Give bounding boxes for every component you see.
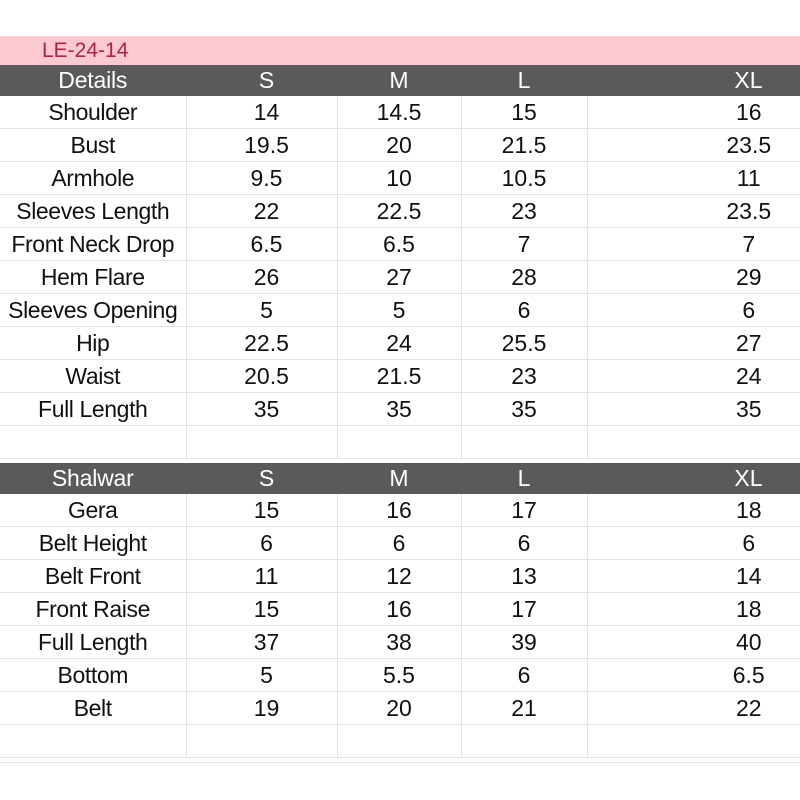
measurement-label: Belt	[0, 692, 186, 725]
table-row	[0, 162, 800, 195]
measurement-label: Sleeves Opening	[0, 294, 186, 327]
measurement-value: 19	[186, 692, 337, 725]
measurement-value: 21	[461, 692, 587, 725]
shalwar-header-size: L	[461, 463, 587, 494]
measurement-value: 22	[587, 692, 800, 725]
measurement-value: 20	[337, 692, 461, 725]
measurement-label: Hem Flare	[0, 261, 186, 294]
measurement-value: 6	[587, 527, 800, 560]
measurement-value: 9.5	[186, 162, 337, 195]
measurement-label: Gera	[0, 494, 186, 527]
measurement-value: 17	[461, 593, 587, 626]
measurement-value: 5	[337, 294, 461, 327]
table-row	[0, 393, 800, 426]
measurement-label: Hip	[0, 327, 186, 360]
table-row	[0, 261, 800, 294]
measurement-value: 15	[461, 96, 587, 129]
table-row	[0, 294, 800, 327]
measurement-value: 35	[461, 393, 587, 426]
measurement-label: Full Length	[0, 626, 186, 659]
details-header-label: Details	[0, 65, 186, 96]
measurement-value: 25.5	[461, 327, 587, 360]
measurement-value: 6	[461, 659, 587, 692]
details-header-size: L	[461, 65, 587, 96]
empty-cell	[186, 426, 337, 459]
measurement-label: Armhole	[0, 162, 186, 195]
measurement-value: 10.5	[461, 162, 587, 195]
measurement-value: 37	[186, 626, 337, 659]
measurement-value: 24	[337, 327, 461, 360]
measurement-value: 7	[461, 228, 587, 261]
measurement-value: 5	[186, 294, 337, 327]
blank-row	[0, 725, 800, 758]
measurement-value: 12	[337, 560, 461, 593]
measurement-value: 10	[337, 162, 461, 195]
measurement-label: Shoulder	[0, 96, 186, 129]
measurement-label: Front Neck Drop	[0, 228, 186, 261]
measurement-label: Front Raise	[0, 593, 186, 626]
table-row	[0, 494, 800, 527]
table-row	[0, 692, 800, 725]
measurement-value: 14	[186, 96, 337, 129]
measurement-value: 38	[337, 626, 461, 659]
shalwar-size-table	[0, 463, 800, 758]
measurement-label: Sleeves Length	[0, 195, 186, 228]
empty-cell	[461, 426, 587, 459]
empty-cell	[186, 725, 337, 758]
measurement-value: 19.5	[186, 129, 337, 162]
measurement-value: 6.5	[587, 659, 800, 692]
empty-cell	[587, 725, 800, 758]
measurement-value: 35	[337, 393, 461, 426]
measurement-value: 7	[587, 228, 800, 261]
measurement-value: 18	[587, 593, 800, 626]
measurement-label: Bottom	[0, 659, 186, 692]
measurement-value: 6.5	[186, 228, 337, 261]
measurement-value: 21.5	[461, 129, 587, 162]
measurement-value: 6	[461, 527, 587, 560]
measurement-value: 23	[461, 195, 587, 228]
measurement-value: 20.5	[186, 360, 337, 393]
measurement-value: 22	[186, 195, 337, 228]
table-row	[0, 527, 800, 560]
product-code-bar	[0, 36, 800, 65]
measurement-label: Belt Height	[0, 527, 186, 560]
measurement-value: 6	[337, 527, 461, 560]
empty-cell	[461, 725, 587, 758]
blank-row	[0, 426, 800, 459]
details-header-size: XL	[587, 65, 800, 96]
measurement-value: 16	[587, 96, 800, 129]
measurement-label: Belt Front	[0, 560, 186, 593]
table-row	[0, 593, 800, 626]
table-row	[0, 195, 800, 228]
measurement-value: 35	[186, 393, 337, 426]
table-row	[0, 560, 800, 593]
measurement-label: Bust	[0, 129, 186, 162]
table-row	[0, 360, 800, 393]
measurement-value: 11	[186, 560, 337, 593]
measurement-value: 15	[186, 593, 337, 626]
empty-cell	[337, 426, 461, 459]
measurement-value: 5	[186, 659, 337, 692]
measurement-value: 17	[461, 494, 587, 527]
measurement-value: 6	[186, 527, 337, 560]
details-size-table	[0, 65, 800, 459]
measurement-value: 20	[337, 129, 461, 162]
measurement-value: 28	[461, 261, 587, 294]
measurement-value: 5.5	[337, 659, 461, 692]
table-row	[0, 659, 800, 692]
measurement-value: 16	[337, 593, 461, 626]
measurement-value: 16	[337, 494, 461, 527]
measurement-label: Full Length	[0, 393, 186, 426]
measurement-value: 23	[461, 360, 587, 393]
measurement-value: 6.5	[337, 228, 461, 261]
measurement-value: 24	[587, 360, 800, 393]
measurement-value: 29	[587, 261, 800, 294]
details-header-size: M	[337, 65, 461, 96]
empty-cell	[0, 725, 186, 758]
shalwar-header-size: M	[337, 463, 461, 494]
table-row	[0, 228, 800, 261]
measurement-value: 6	[461, 294, 587, 327]
measurement-value: 40	[587, 626, 800, 659]
empty-cell	[337, 725, 461, 758]
measurement-value: 27	[337, 261, 461, 294]
measurement-value: 23.5	[587, 195, 800, 228]
measurement-value: 14.5	[337, 96, 461, 129]
measurement-value: 35	[587, 393, 800, 426]
details-header-size: S	[186, 65, 337, 96]
measurement-value: 27	[587, 327, 800, 360]
shalwar-header-row	[0, 463, 800, 494]
table-row	[0, 96, 800, 129]
shalwar-header-label: Shalwar	[0, 463, 186, 494]
measurement-value: 23.5	[587, 129, 800, 162]
table-row	[0, 626, 800, 659]
measurement-value: 14	[587, 560, 800, 593]
measurement-label: Waist	[0, 360, 186, 393]
table-row	[0, 327, 800, 360]
measurement-value: 22.5	[337, 195, 461, 228]
shalwar-header-size: XL	[587, 463, 800, 494]
measurement-value: 18	[587, 494, 800, 527]
measurement-value: 39	[461, 626, 587, 659]
table-bottom-border	[0, 762, 800, 763]
shalwar-header-size: S	[186, 463, 337, 494]
measurement-value: 6	[587, 294, 800, 327]
measurement-value: 26	[186, 261, 337, 294]
measurement-value: 15	[186, 494, 337, 527]
details-header-row	[0, 65, 800, 96]
empty-cell	[0, 426, 186, 459]
product-code: LE-24-14	[42, 39, 129, 62]
measurement-value: 13	[461, 560, 587, 593]
table-row	[0, 129, 800, 162]
measurement-value: 21.5	[337, 360, 461, 393]
measurement-value: 11	[587, 162, 800, 195]
measurement-value: 22.5	[186, 327, 337, 360]
empty-cell	[587, 426, 800, 459]
